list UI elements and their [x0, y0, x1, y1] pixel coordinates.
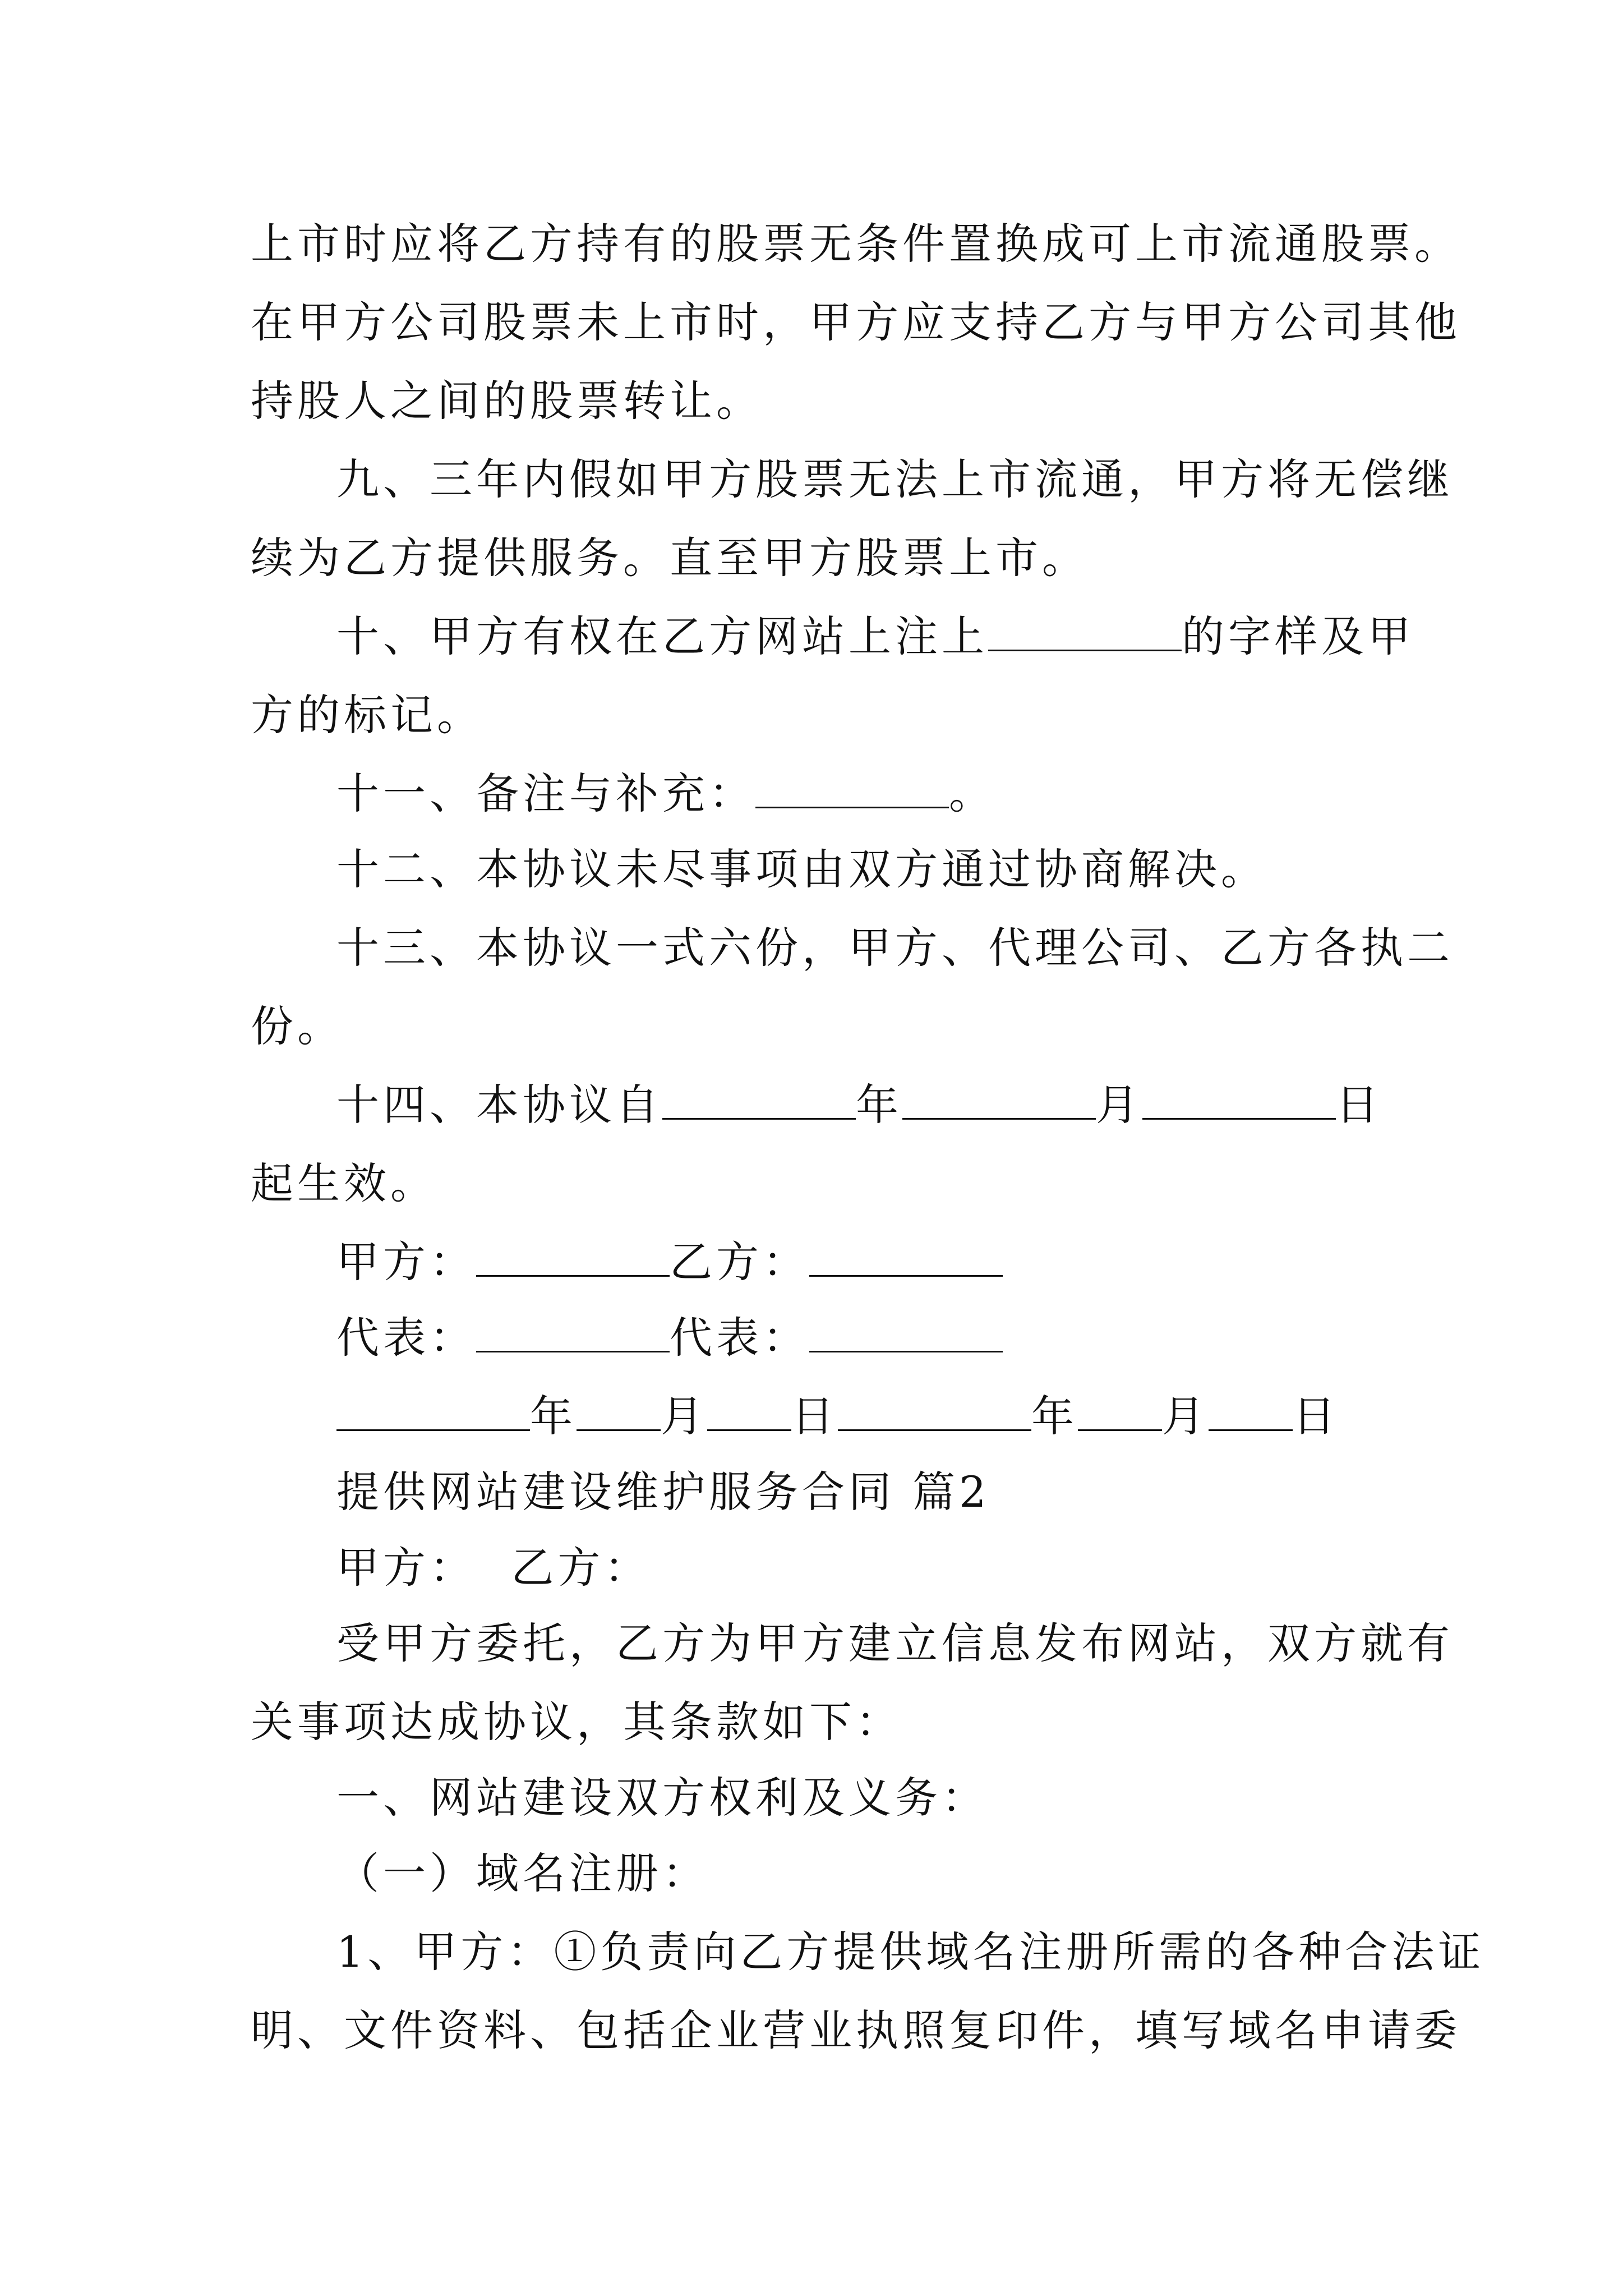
clause-13: 十三、本协议一式六份，甲方、代理公司、乙方各执二 — [336, 923, 1454, 973]
clause-10: 十、甲方有权在乙方网站上注上 的字样及甲 — [336, 609, 1503, 665]
paragraph-line: 上市时应将乙方持有的股票无条件置换成可上市流通股票。 — [251, 219, 1461, 269]
paragraph-line: 在甲方公司股票未上市时，甲方应支持乙方与甲方公司其他 — [251, 297, 1461, 347]
clause-14: 十四、本协议自 年 月 日 — [336, 1077, 1503, 1133]
paragraph-line: 起生效。 — [251, 1158, 437, 1208]
fill-in-blank — [809, 1235, 1003, 1277]
clause-12: 十二、本协议未尽事项由双方通过协商解决。 — [336, 844, 1267, 894]
section-title: 提供网站建设维护服务合同 篇2 — [336, 1467, 990, 1517]
fill-in-blank — [577, 1389, 661, 1431]
paragraph-line: 方的标记。 — [251, 690, 483, 740]
paragraph-line: 关事项达成协议，其条款如下： — [251, 1697, 902, 1747]
fill-in-blank — [476, 1310, 670, 1352]
paragraph-line: 续为乙方提供服务。直至甲方股票上市。 — [251, 533, 1089, 583]
clause-9: 九、三年内假如甲方股票无法上市流通，甲方将无偿继 — [336, 454, 1454, 504]
fill-in-blank — [476, 1235, 670, 1277]
fill-in-blank — [755, 766, 949, 808]
signature-dates: 年 月 日 年 月 日 — [336, 1388, 1503, 1444]
parties-line: 甲方： 乙方： — [336, 1543, 651, 1593]
signature-representatives: 代表： 代表： — [336, 1310, 1503, 1366]
fill-in-blank — [1078, 1389, 1162, 1431]
clause-11: 十一、备注与补充： 。 — [336, 766, 1503, 822]
paragraph-line: 受甲方委托，乙方为甲方建立信息发布网站，双方就有 — [336, 1618, 1454, 1668]
fill-in-blank — [988, 609, 1182, 651]
subsection-heading: （一）域名注册： — [336, 1848, 709, 1898]
signature-parties: 甲方： 乙方： — [336, 1234, 1503, 1290]
fill-in-blank — [809, 1310, 1003, 1352]
fill-in-blank — [662, 1078, 856, 1120]
section-heading: 一、网站建设双方权利及义务： — [336, 1773, 988, 1823]
fill-in-blank — [838, 1389, 1031, 1431]
paragraph-line: 持股人之间的股票转让。 — [251, 376, 763, 426]
paragraph-line: 1、甲方：①负责向乙方提供域名注册所需的各种合法证 — [336, 1927, 1485, 1977]
fill-in-blank — [1209, 1389, 1293, 1431]
fill-in-blank — [902, 1078, 1096, 1120]
fill-in-blank — [707, 1389, 791, 1431]
paragraph-line: 明、文件资料、包括企业营业执照复印件，填写域名申请委 — [251, 2005, 1461, 2055]
fill-in-blank — [336, 1389, 530, 1431]
paragraph-line: 份。 — [251, 1001, 344, 1051]
fill-in-blank — [1142, 1078, 1336, 1120]
